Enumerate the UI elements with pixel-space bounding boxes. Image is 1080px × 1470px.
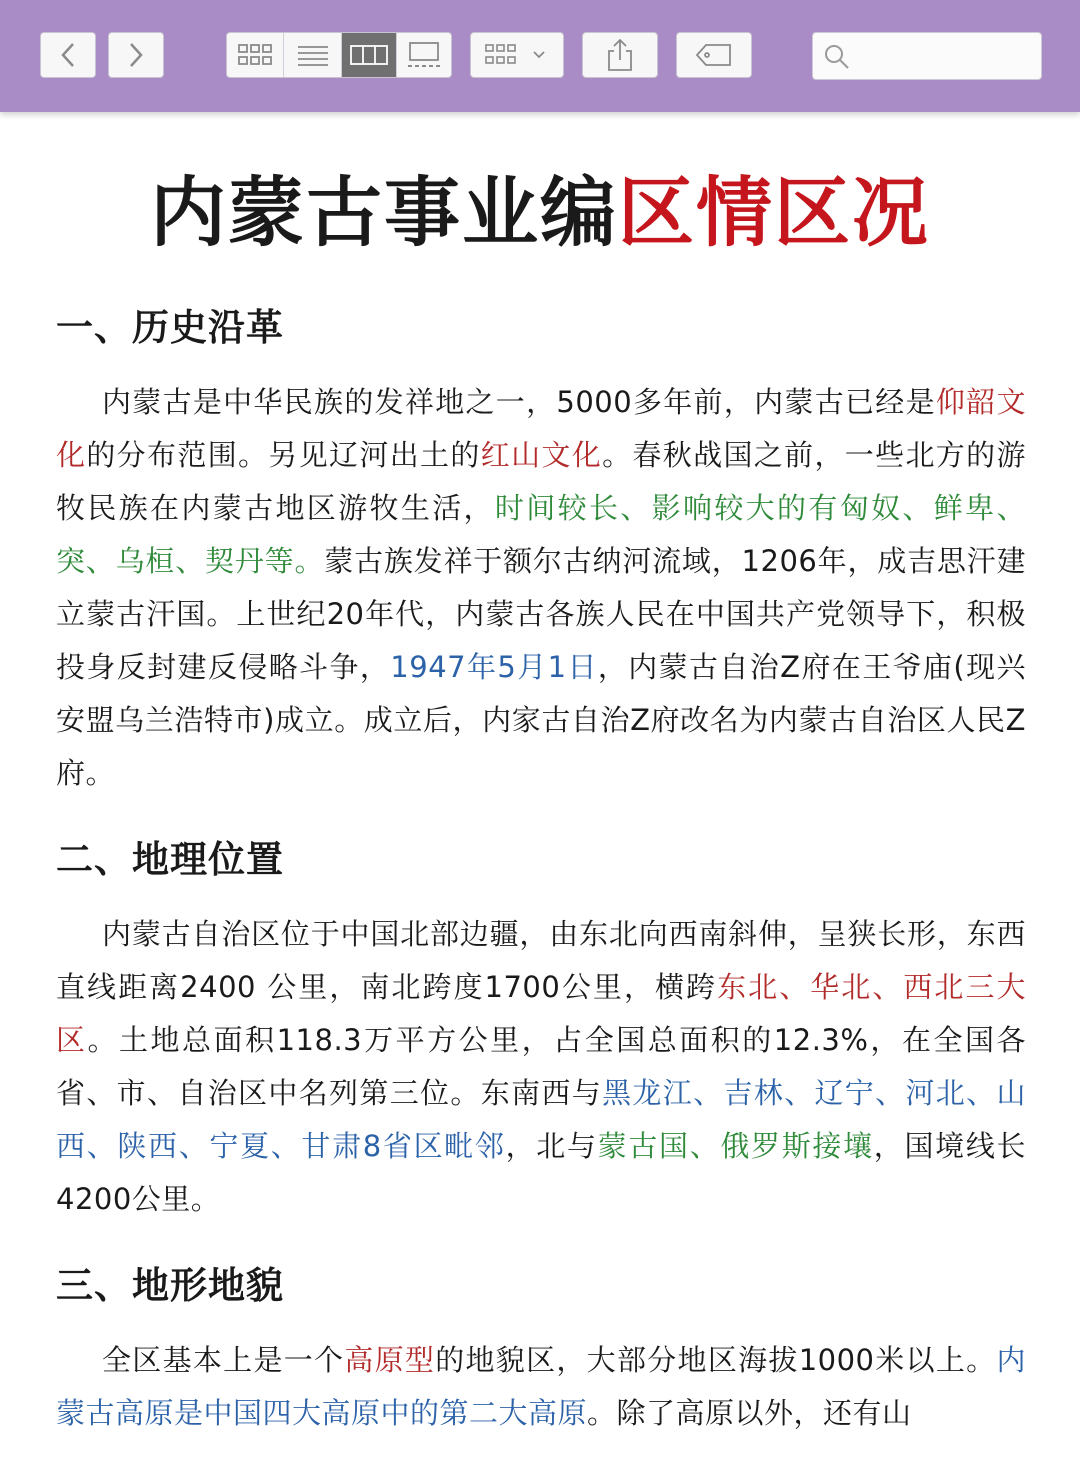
share-button[interactable] — [582, 32, 658, 78]
list-view-button[interactable] — [284, 33, 341, 77]
section-terrain — [56, 1256, 1026, 1440]
section-paragraph — [56, 1334, 1026, 1440]
icon-view-button[interactable] — [227, 33, 284, 77]
tag-button[interactable] — [676, 32, 752, 78]
title-black: 内蒙古事业编 — [150, 168, 618, 257]
group-icon — [482, 42, 552, 68]
section-history — [56, 298, 1026, 800]
section-heading: 三、地形地貌 — [56, 1264, 284, 1307]
highlighted-text: 时间较长、影响较大的有匈奴、鲜卑、突、乌桓、契丹等。 — [56, 491, 1026, 578]
highlighted-text: 红山文化 — [480, 438, 603, 472]
grid-view-icon — [235, 42, 275, 68]
title-red: 区情区况 — [618, 168, 930, 257]
section-geography — [56, 830, 1026, 1226]
search-icon — [823, 43, 851, 71]
group-button[interactable] — [470, 32, 564, 78]
search-field[interactable] — [812, 32, 1042, 80]
highlighted-text: 内蒙古高原是中国四大高原中的第二大高原 — [56, 1343, 1026, 1430]
search-input[interactable] — [855, 41, 1039, 73]
text-run: 。除了高原以外，还有山 — [587, 1396, 912, 1430]
list-view-icon — [296, 42, 330, 68]
text-run: 。春秋战国之前，一些北方的游牧民族在内蒙古地区游牧生活， — [56, 438, 1026, 525]
chevron-down-icon — [534, 52, 544, 57]
view-mode-selector — [226, 32, 452, 78]
text-run: 蒙古族发祥于额尔古纳河流域，1206年，成吉思汗建立蒙古汗国。上世纪20年代，内蒙古各族人民在中国共产党领导下，积极投身反封建反侵略斗争， — [56, 544, 1026, 684]
article-body — [56, 298, 1026, 1470]
back-button[interactable] — [40, 32, 96, 78]
highlighted-text: 黑龙江、吉林、辽宁、河北、山西、陕西、宁夏、甘肃8省区毗邻 — [56, 1076, 1026, 1163]
column-view-icon — [349, 43, 389, 67]
highlighted-text: 东北、华北、西北三大区 — [56, 970, 1026, 1057]
text-run: ，内蒙古自治Z府在王爷庙(现兴安盟乌兰浩特市)成立。成立后，内家古自治Z府改名为内蒙古自治区人民Z府。 — [56, 650, 1026, 790]
gallery-view-button[interactable] — [397, 33, 451, 77]
highlighted-text: 蒙古国、俄罗斯接壤 — [597, 1129, 874, 1163]
text-run: 内蒙古是中华民族的发祥地之一，5000多年前，内蒙古已经是 — [102, 385, 936, 419]
section-paragraph — [56, 376, 1026, 800]
section-heading: 二、地理位置 — [56, 838, 284, 881]
back-arrow-icon — [58, 41, 78, 69]
highlighted-text: 高原型 — [344, 1343, 436, 1377]
text-run: 的地貌区，大部分地区海拔1000米以上。 — [435, 1343, 997, 1377]
section-heading: 一、历史沿革 — [56, 306, 284, 349]
highlighted-text: 仰韶文化 — [56, 385, 1026, 472]
page-title — [0, 152, 1080, 261]
highlighted-text: 1947年5月1日 — [390, 650, 598, 684]
forward-arrow-icon — [126, 41, 146, 69]
gallery-view-icon — [405, 41, 443, 69]
text-run: ，北与 — [505, 1129, 598, 1163]
tag-icon — [694, 42, 734, 68]
text-run: 。土地总面积118.3万平方公里，占全国总面积的12.3%，在全国各省、市、自治区中名列第三位。东南西与 — [56, 1023, 1026, 1110]
share-icon — [605, 38, 635, 72]
text-run: 的分布范围。另见辽河出土的 — [86, 438, 481, 472]
forward-button[interactable] — [108, 32, 164, 78]
text-run: 内蒙古自治区位于中国北部边疆，由东北向西南斜伸，呈狭长形，东西直线距离2400 公里，南北跨度1700公里，横跨 — [56, 917, 1026, 1004]
toolbar — [0, 0, 1080, 112]
column-view-button[interactable] — [342, 33, 398, 77]
section-paragraph — [56, 908, 1026, 1226]
text-run: 全区基本上是一个 — [102, 1343, 345, 1377]
text-run: ，国境线长 4200公里。 — [56, 1129, 1026, 1216]
